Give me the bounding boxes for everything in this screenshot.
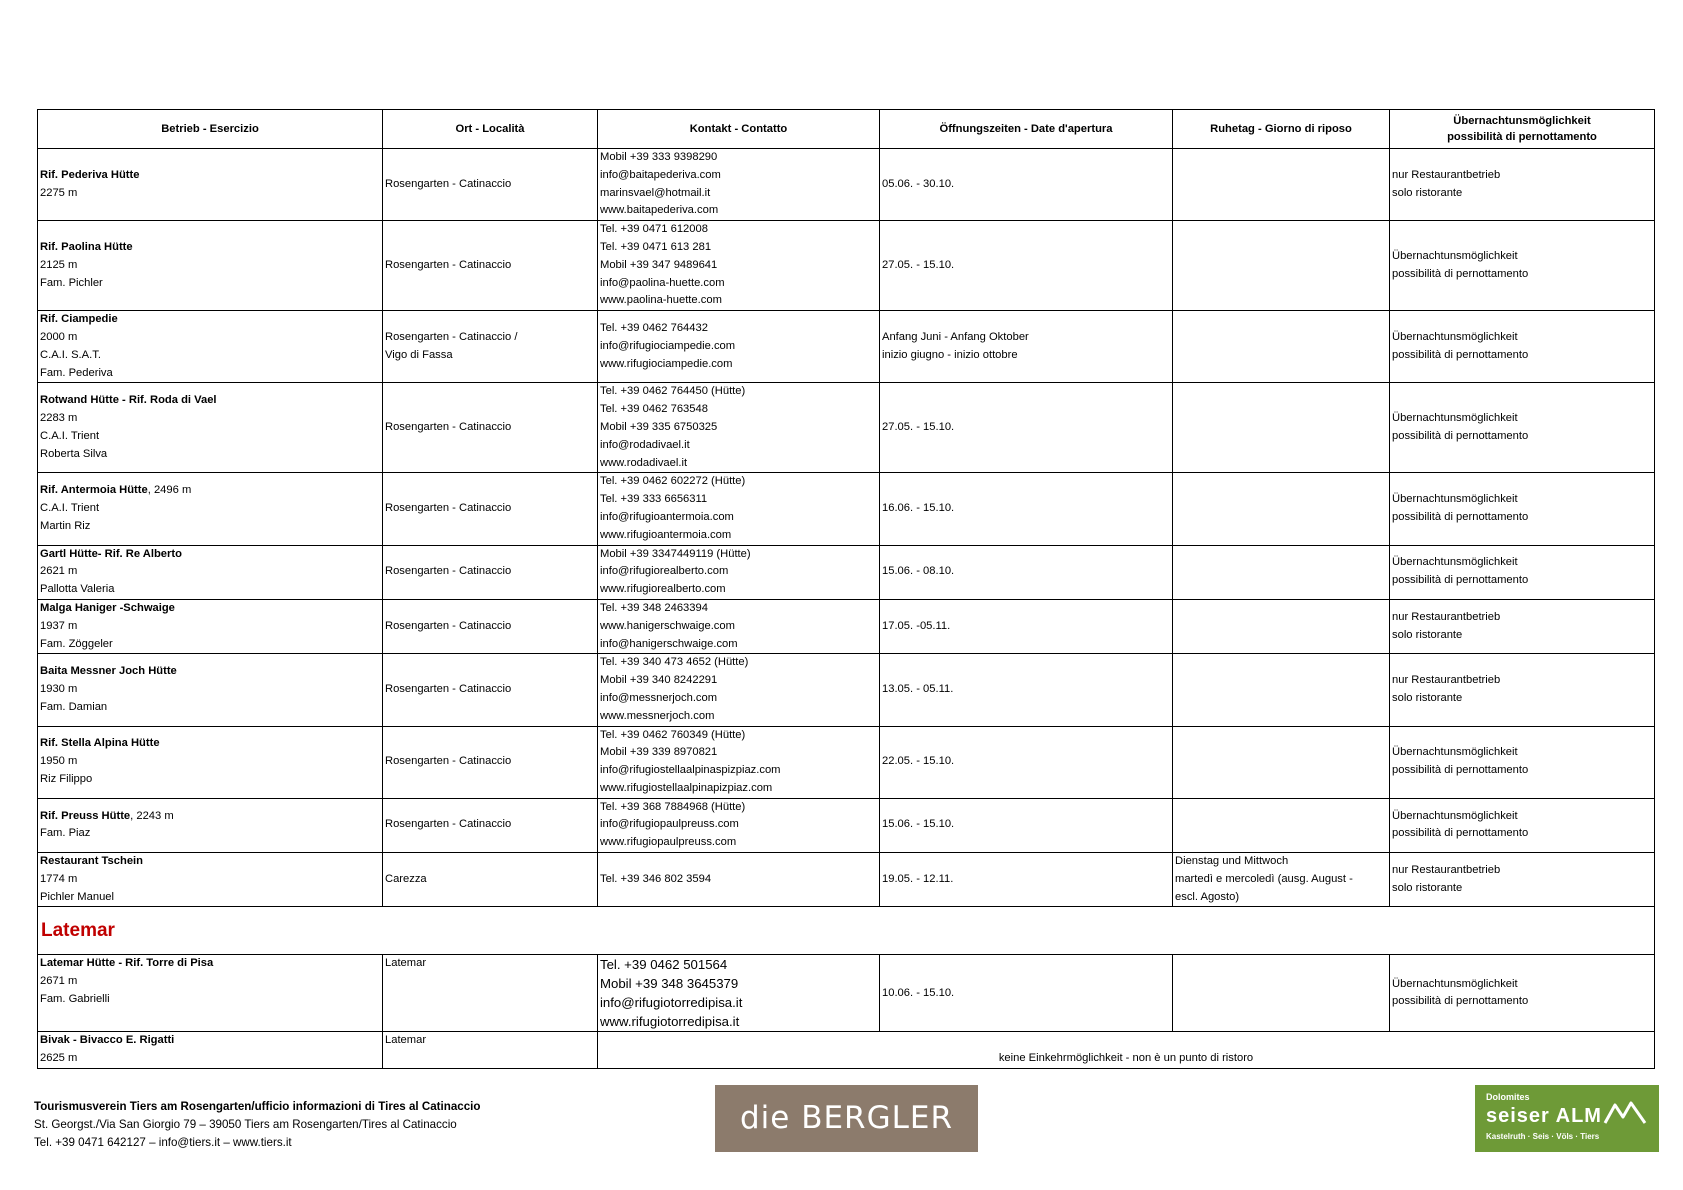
mountain-icon: [1603, 1099, 1647, 1127]
business-name: Malga Haniger -Schwaige: [40, 601, 175, 614]
business-name-line: [40, 663, 380, 681]
cell-opening-line: 15.06. - 15.10.: [882, 818, 955, 831]
cell-overnight-line: solo ristorante: [1392, 691, 1463, 704]
cell-contact: [598, 654, 880, 726]
business-info: Martin Riz: [40, 519, 91, 532]
business-name: Baita Messner Joch Hütte: [40, 665, 177, 678]
cell-overnight-line: possibilità di pernottamento: [1392, 574, 1529, 587]
cell-overnight-line: Übernachtunsmöglichkeit: [1392, 746, 1518, 759]
cell-contact: Tel. +39 0462 501564 Mobil +39 348 3645379 info@rifugiotorredipisa.it www.rifugiotorredipisa.it: [598, 955, 880, 1032]
cell-contact: [598, 726, 880, 798]
business-info: 2275 m: [40, 186, 78, 199]
section-title-latemar: Latemar: [41, 919, 115, 941]
cell-location: [383, 221, 598, 311]
cell-opening: [880, 383, 1173, 473]
cell-contact-line: Mobil +39 347 9489641: [600, 258, 718, 271]
cell-opening-line: 22.05. - 15.10.: [882, 755, 955, 768]
cell-location: [383, 654, 598, 726]
cell-contact-line: www.rifugiopaulpreuss.com: [600, 836, 737, 849]
cell-overnight-line: possibilità di pernottamento: [1392, 764, 1529, 777]
business-info: 1930 m: [40, 683, 78, 695]
cell-business: [38, 149, 383, 221]
business-info: Roberta Silva: [40, 447, 108, 460]
cell-rest-day: [1173, 798, 1390, 852]
cell-no-refreshment: keine Einkehrmöglichkeit - non è un punto di ristoro: [598, 1032, 1655, 1069]
cell-opening-line: inizio giugno - inizio ottobre: [882, 348, 1018, 361]
cell-location-line: Rosengarten - Catinaccio: [385, 420, 512, 433]
cell-contact: [598, 311, 880, 383]
cell-contact-line: marinsvael@hotmail.it: [600, 186, 711, 199]
cell-location: [383, 853, 598, 907]
cell-location: Latemar: [383, 1032, 598, 1069]
cell-contact: [598, 473, 880, 545]
cell-rest-day: [1173, 149, 1390, 221]
business-name-line: [40, 167, 380, 185]
cell-business: [38, 654, 383, 726]
cell-overnight: [1390, 599, 1655, 653]
cell-opening: [880, 654, 1173, 726]
cell-overnight-line: possibilità di pernottamento: [1392, 348, 1529, 361]
huts-table: [37, 109, 1655, 1069]
cell-contact: [598, 221, 880, 311]
cell-overnight-line: possibilità di pernottamento: [1392, 429, 1529, 442]
business-name-line: [40, 735, 380, 753]
cell-location-line: Rosengarten - Catinaccio /: [385, 330, 518, 343]
cell-location: [383, 311, 598, 383]
cell-contact-line: www.messnerjoch.com: [600, 709, 715, 722]
cell-contact-line: info@rifugiorealberto.com: [600, 565, 729, 578]
cell-overnight: [1390, 545, 1655, 599]
cell-overnight: [1390, 853, 1655, 907]
business-name-line: [40, 853, 380, 871]
cell-contact-line: www.rifugiociampedie.com: [600, 357, 733, 370]
cell-opening-line: 17.05. -05.11.: [882, 619, 951, 632]
header-rest-day: Ruhetag - Giorno di riposo: [1173, 110, 1390, 149]
cell-contact-line: info@baitapederiva.com: [600, 168, 721, 181]
cell-overnight-line: solo ristorante: [1392, 881, 1463, 894]
business-info: Fam. Pichler: [40, 276, 103, 289]
cell-overnight-line: Übernachtunsmöglichkeit: [1392, 556, 1518, 569]
cell-contact-line: Tel. +39 368 7884968 (Hütte): [600, 800, 746, 813]
cell-contact-line: info@rifugiociampedie.com: [600, 339, 736, 352]
cell-contact-line: Mobil +39 3347449119 (Hütte): [600, 547, 751, 560]
business-name-line: [40, 546, 380, 564]
business-name-line: [40, 600, 380, 618]
table-row: [38, 149, 1655, 221]
cell-location: [383, 545, 598, 599]
table-row: [38, 726, 1655, 798]
cell-contact-line: www.hanigerschwaige.com: [600, 619, 735, 632]
cell-opening-line: 05.06. - 30.10.: [882, 177, 955, 190]
cell-business: [38, 221, 383, 311]
cell-opening: [880, 473, 1173, 545]
cell-contact-line: www.baitapederiva.com: [600, 204, 719, 217]
business-name: Rif. Antermoia Hütte: [40, 484, 148, 497]
cell-location: [383, 599, 598, 653]
cell-overnight: [1390, 311, 1655, 383]
cell-rest-day: [1173, 654, 1390, 726]
cell-opening-line: 27.05. - 15.10.: [882, 420, 955, 433]
cell-overnight: Übernachtunsmöglichkeit possibilità di pernottamento: [1390, 955, 1655, 1032]
cell-contact-line: Tel. +39 0462 602272 (Hütte): [600, 475, 746, 488]
business-name: Gartl Hütte- Rif. Re Alberto: [40, 547, 182, 560]
table-row: [38, 955, 1655, 1032]
header-contact: Kontakt - Contatto: [598, 110, 880, 149]
cell-overnight-line: nur Restaurantbetrieb: [1392, 863, 1501, 876]
business-info: 2621 m: [40, 565, 78, 578]
cell-overnight-line: Übernachtunsmöglichkeit: [1392, 493, 1518, 506]
business-info: 1937 m: [40, 619, 78, 632]
cell-contact-line: info@paolina-huette.com: [600, 276, 725, 289]
cell-overnight: [1390, 798, 1655, 852]
footer-org-name: Tourismusverein Tiers am Rosengarten/ufficio informazioni di Tires al Catinaccio: [34, 1100, 481, 1113]
business-info: C.A.I. S.A.T.: [40, 348, 101, 361]
cell-contact: [598, 149, 880, 221]
bergler-logo: die BERGLER: [715, 1085, 978, 1152]
cell-overnight-line: nur Restaurantbetrieb: [1392, 168, 1501, 181]
cell-contact-line: info@rifugiostellaalpinaspizpiaz.com: [600, 764, 781, 777]
seiser-alm-logo: Dolomites seiser ALM Kastelruth · Seis · Völs · Tiers: [1475, 1085, 1659, 1152]
cell-rest-day: [1173, 221, 1390, 311]
cell-overnight-line: possibilità di pernottamento: [1392, 267, 1529, 280]
cell-contact-line: www.rodadivael.it: [600, 456, 688, 469]
cell-business: Bivak - Bivacco E. Rigatti 2625 m: [38, 1032, 383, 1069]
business-info: 1774 m: [40, 872, 78, 885]
business-name: Rif. Paolina Hütte: [40, 240, 133, 253]
cell-contact-line: Tel. +39 0462 763548: [600, 403, 708, 416]
cell-business: [38, 473, 383, 545]
cell-location-line: Rosengarten - Catinaccio: [385, 258, 512, 271]
cell-contact-line: www.rifugioantermoia.com: [600, 528, 732, 541]
cell-overnight-line: Übernachtunsmöglichkeit: [1392, 330, 1518, 343]
cell-rest-day: [1173, 726, 1390, 798]
cell-opening-line: 15.06. - 08.10.: [882, 565, 955, 578]
cell-contact-line: Tel. +39 348 2463394: [600, 601, 708, 614]
business-name-line: [40, 239, 380, 257]
cell-location-line: Carezza: [385, 872, 427, 885]
footer-contact: Tel. +39 0471 642127 – info@tiers.it – www.tiers.it: [34, 1136, 292, 1149]
business-info: 2000 m: [40, 330, 78, 343]
table-row: [38, 654, 1655, 726]
cell-opening: [880, 726, 1173, 798]
business-info: C.A.I. Trient: [40, 502, 100, 515]
business-name: Rif. Ciampedie: [40, 313, 118, 326]
cell-business: [38, 383, 383, 473]
table-row: [38, 545, 1655, 599]
table-row: [38, 473, 1655, 545]
cell-overnight-line: nur Restaurantbetrieb: [1392, 674, 1501, 687]
cell-overnight-line: Übernachtunsmöglichkeit: [1392, 809, 1518, 822]
cell-rest-day: [1173, 599, 1390, 653]
cell-contact-line: info@rodadivael.it: [600, 438, 690, 451]
cell-overnight-line: solo ristorante: [1392, 628, 1463, 641]
section-cell: [38, 907, 1655, 955]
business-info: Fam. Damian: [40, 700, 108, 713]
cell-opening-line: Anfang Juni - Anfang Oktober: [882, 330, 1029, 343]
cell-contact-line: info@rifugioantermoia.com: [600, 510, 734, 523]
cell-location-line: Rosengarten - Catinaccio: [385, 177, 512, 190]
cell-overnight: [1390, 383, 1655, 473]
business-info: Pallotta Valeria: [40, 583, 115, 596]
cell-contact-line: info@messnerjoch.com: [600, 691, 718, 704]
cell-opening: [880, 853, 1173, 907]
section-row: [38, 907, 1655, 955]
cell-overnight-line: solo ristorante: [1392, 186, 1463, 199]
cell-contact-line: Tel. +39 0462 764450 (Hütte): [600, 385, 746, 398]
cell-location: [383, 149, 598, 221]
cell-opening-line: 13.05. - 05.11.: [882, 683, 954, 695]
table-row: [38, 798, 1655, 852]
cell-location-line: Rosengarten - Catinaccio: [385, 755, 512, 768]
business-name-line: [40, 392, 380, 410]
cell-opening: [880, 599, 1173, 653]
cell-opening-line: 19.05. - 12.11.: [882, 872, 954, 885]
business-info: 1950 m: [40, 755, 78, 768]
table-row: [38, 1032, 1655, 1069]
cell-overnight: [1390, 149, 1655, 221]
cell-location: [383, 726, 598, 798]
cell-location-line: Rosengarten - Catinaccio: [385, 683, 512, 695]
cell-location: [383, 798, 598, 852]
cell-location: [383, 383, 598, 473]
cell-contact-line: Tel. +39 0462 760349 (Hütte): [600, 728, 746, 741]
cell-location-line: Vigo di Fassa: [385, 348, 453, 361]
cell-opening-line: 16.06. - 15.10.: [882, 502, 955, 515]
business-info: C.A.I. Trient: [40, 429, 100, 442]
cell-contact: [598, 853, 880, 907]
business-name: Rif. Preuss Hütte: [40, 809, 131, 822]
cell-contact-line: Tel. +39 0471 612008: [600, 223, 708, 236]
cell-contact-line: Mobil +39 339 8970821: [600, 746, 718, 759]
cell-contact: [598, 798, 880, 852]
cell-business: [38, 311, 383, 383]
cell-overnight-line: Übernachtunsmöglichkeit: [1392, 249, 1518, 262]
header-overnight: Übernachtunsmöglichkeit possibilità di pernottamento: [1390, 110, 1655, 149]
business-name: Rotwand Hütte - Rif. Roda di Vael: [40, 394, 217, 407]
cell-rest-day: [1173, 545, 1390, 599]
table-row: [38, 853, 1655, 907]
business-name-line: [40, 311, 380, 329]
cell-opening: [880, 545, 1173, 599]
cell-location: Latemar: [383, 955, 598, 1032]
business-info: Fam. Pederiva: [40, 366, 113, 379]
cell-business: [38, 599, 383, 653]
cell-contact-line: Tel. +39 0471 613 281: [600, 240, 712, 253]
business-name-line: [40, 482, 380, 500]
business-name: Restaurant Tschein: [40, 855, 143, 868]
cell-business: Latemar Hütte - Rif. Torre di Pisa 2671 m Fam. Gabrielli: [38, 955, 383, 1032]
cell-rest-day-line: escl. Agosto): [1175, 890, 1240, 903]
cell-opening-line: 27.05. - 15.10.: [882, 258, 955, 271]
cell-overnight: [1390, 221, 1655, 311]
cell-location-line: Rosengarten - Catinaccio: [385, 619, 512, 632]
cell-overnight: [1390, 473, 1655, 545]
business-info: Fam. Piaz: [40, 827, 91, 840]
cell-contact: [598, 599, 880, 653]
table-row: [38, 383, 1655, 473]
footer-street: St. Georgst./Via San Giorgio 79 – 39050 Tiers am Rosengarten/Tires al Catinaccio: [34, 1118, 457, 1131]
cell-rest-day: [1173, 853, 1390, 907]
cell-overnight: [1390, 726, 1655, 798]
cell-contact-line: www.rifugiorealberto.com: [600, 583, 726, 596]
cell-overnight-line: Übernachtunsmöglichkeit: [1392, 412, 1518, 425]
cell-overnight-line: possibilità di pernottamento: [1392, 510, 1529, 523]
cell-rest-day: [1173, 383, 1390, 473]
cell-contact-line: Tel. +39 333 6656311: [600, 493, 708, 506]
cell-contact-line: info@hanigerschwaige.com: [600, 637, 738, 650]
cell-opening: [880, 311, 1173, 383]
cell-location-line: Rosengarten - Catinaccio: [385, 502, 512, 515]
cell-rest-day: [1173, 473, 1390, 545]
cell-contact: [598, 545, 880, 599]
cell-opening: [880, 149, 1173, 221]
cell-overnight: [1390, 654, 1655, 726]
business-info: Pichler Manuel: [40, 890, 114, 903]
business-info: Fam. Zöggeler: [40, 637, 113, 650]
cell-contact-line: Tel. +39 346 802 3594: [600, 872, 712, 885]
cell-overnight-line: nur Restaurantbetrieb: [1392, 610, 1501, 623]
business-altitude: , 2496 m: [147, 484, 192, 497]
business-info: Riz Filippo: [40, 772, 93, 785]
table-row: [38, 311, 1655, 383]
cell-location-line: Rosengarten - Catinaccio: [385, 818, 512, 831]
cell-rest-day: [1173, 311, 1390, 383]
header-row: [38, 110, 1655, 149]
cell-contact-line: Mobil +39 335 6750325: [600, 420, 718, 433]
cell-business: [38, 726, 383, 798]
cell-contact-line: www.rifugiostellaalpinapizpiaz.com: [600, 781, 773, 794]
footer-address: [34, 1098, 480, 1152]
cell-rest-day-line: martedì e mercoledì (ausg. August -: [1175, 872, 1353, 885]
header-business: Betrieb - Esercizio: [38, 110, 383, 149]
cell-business: [38, 798, 383, 852]
cell-contact-line: Mobil +39 333 9398290: [600, 151, 718, 163]
cell-opening: 10.06. - 15.10.: [880, 955, 1173, 1032]
cell-contact-line: info@rifugiopaulpreuss.com: [600, 818, 739, 831]
cell-overnight-line: possibilità di pernottamento: [1392, 827, 1529, 840]
cell-opening: [880, 798, 1173, 852]
business-info: 2125 m: [40, 258, 78, 271]
business-altitude: , 2243 m: [130, 809, 174, 822]
business-name: Rif. Pederiva Hütte: [40, 168, 140, 181]
cell-contact-line: Mobil +39 340 8242291: [600, 674, 718, 687]
cell-contact-line: Tel. +39 0462 764432: [600, 322, 708, 335]
header-location: Ort - Località: [383, 110, 598, 149]
cell-contact-line: Tel. +39 340 473 4652 (Hütte): [600, 656, 749, 669]
header-opening: Öffnungszeiten - Date d'apertura: [880, 110, 1173, 149]
table-row: [38, 221, 1655, 311]
cell-location: [383, 473, 598, 545]
cell-rest-day-line: Dienstag und Mittwoch: [1175, 855, 1289, 868]
cell-location-line: Rosengarten - Catinaccio: [385, 565, 512, 578]
business-name: Rif. Stella Alpina Hütte: [40, 737, 160, 750]
cell-business: [38, 545, 383, 599]
cell-contact-line: www.paolina-huette.com: [600, 294, 722, 307]
business-info: 2283 m: [40, 412, 78, 425]
cell-opening: [880, 221, 1173, 311]
table-row: [38, 599, 1655, 653]
cell-business: [38, 853, 383, 907]
cell-contact: [598, 383, 880, 473]
cell-rest-day: [1173, 955, 1390, 1032]
business-name-line: [40, 808, 380, 826]
